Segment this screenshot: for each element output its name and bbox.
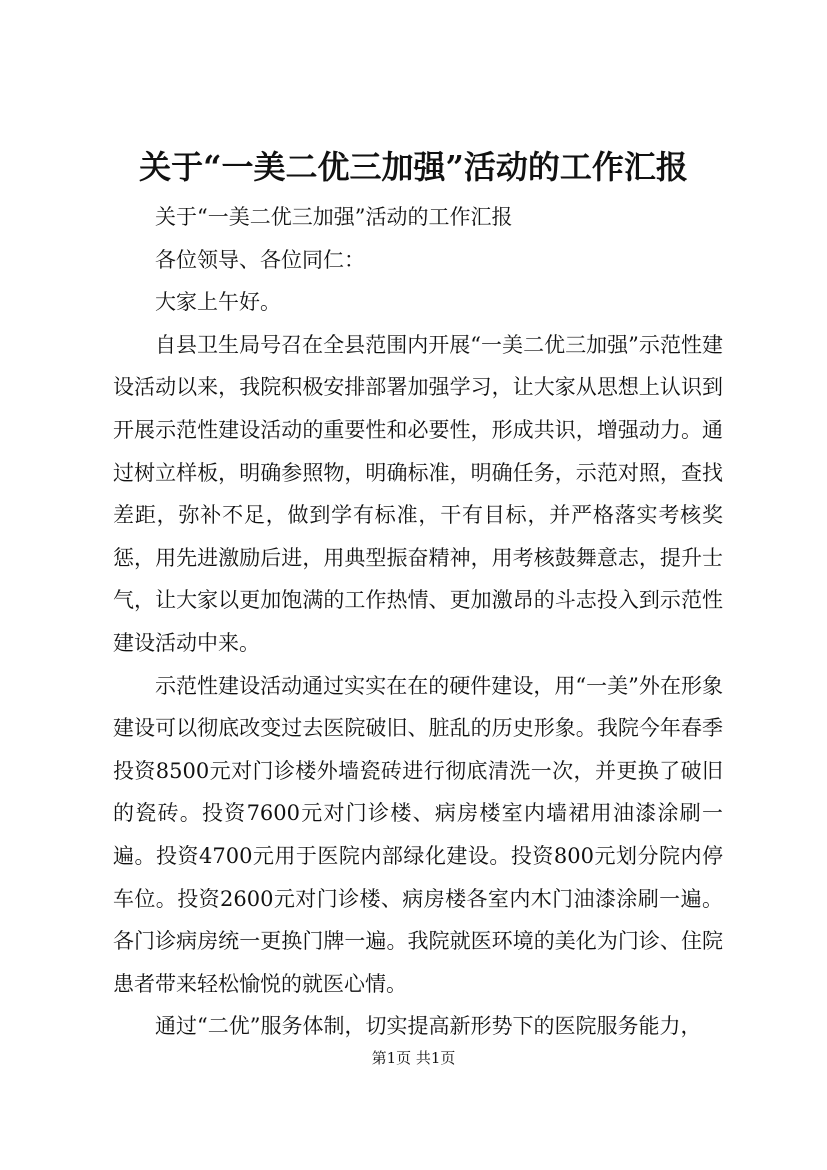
page-footer [0, 1047, 827, 1069]
paragraph-body-3: 通过“二优”服务体制，切实提高新形势下的医院服务能力， [155, 1014, 702, 1039]
paragraph-body-2: 示范性建设活动通过实实在在的硬件建设，用“一美”外在形象建设可以彻底改变过去医院破旧、脏乱的历史形象。我院今年春季投资8500元对门诊楼外墙瓷砖进行彻底清洗一次，并更换了破旧的瓷砖。投资7600元对门诊楼、病房楼室内墙裙用油漆涂刷一遍。投资4700元用于医院内部绿化建设。投资800元划分院内停车位。投资2600元对门诊楼、病房楼各室内木门油漆涂刷一遍。各门诊病房统一更换门牌一遍。我院就医环境的美化为门诊、住院患者带来轻松愉悦的就医心情。 [113, 673, 723, 996]
page-number: 第1页 共1页 [371, 1049, 456, 1067]
paragraph-subtitle: 关于“一美二优三加强”活动的工作汇报 [155, 205, 513, 229]
paragraph-body-1: 自县卫生局号召在全县范围内开展“一美二优三加强”示范性建设活动以来，我院积极安排部署加强学习，让大家从思想上认识到开展示范性建设活动的重要性和必要性，形成共识，增强动力。通过树立样板，明确参照物，明确标准，明确任务，示范对照，查找差距，弥补不足，做到学有标准，干有目标，并严格落实考核奖惩，用先进激励后进，用典型振奋精神，用考核鼓舞意志，提升士气，让大家以更加饱满的工作热情、更加激昂的斗志投入到示范性建设活动中来。 [113, 332, 723, 655]
document-body [113, 196, 723, 1048]
paragraph-salutation: 各位领导、各位同仁： [155, 247, 365, 272]
document-title: 关于“一美二优三加强”活动的工作汇报 [139, 148, 688, 186]
paragraph-greeting: 大家上午好。 [155, 290, 281, 315]
